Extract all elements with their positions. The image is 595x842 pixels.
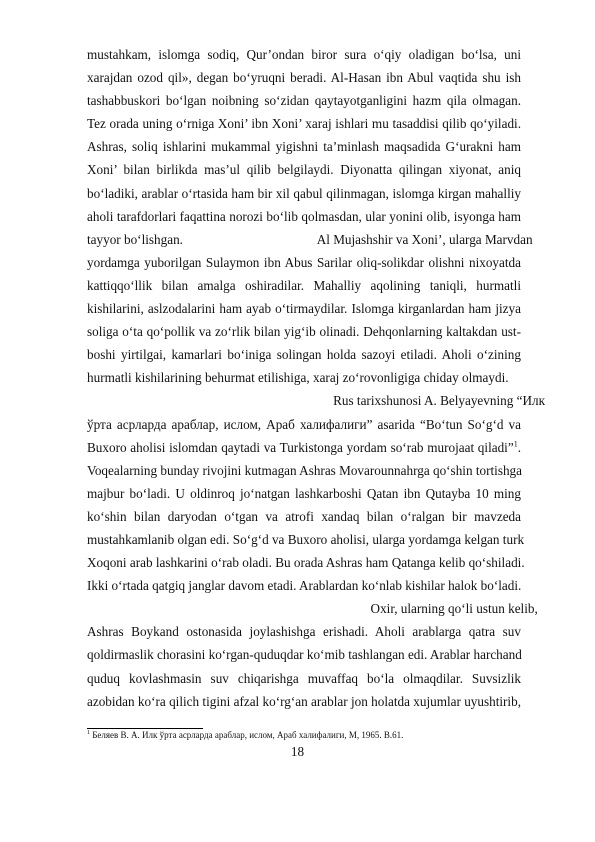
footnote-reference: 1 — [513, 439, 518, 449]
line-text: aholi tarafdorlari faqattina norozi bo‘lib qolmasdan, ular yonini olib, isyonga ham — [87, 208, 521, 224]
line-text: qoldirmaslik chorasini ko‘rgan-quduqdar ko‘mib tashlangan edi. Arablar harchand — [87, 647, 522, 663]
text-line — [87, 459, 521, 482]
line-text: tashabbuskori bo‘lgan noibning so‘zidan qaytayotganligini hazm qila olmagan. — [87, 93, 521, 109]
text-line — [87, 389, 545, 412]
text-line — [87, 620, 521, 643]
line-text: boshi yirtilgai, kamarlari bo‘iniga solingan holda sazoyi etiladi. Aholi o‘zining — [87, 347, 521, 363]
text-line — [87, 112, 521, 135]
text-line — [87, 436, 521, 459]
line-text: ўрта асрларда араблар, ислом, Араб халифалиги” asarida “Bo‘tun So‘g‘d va — [87, 416, 521, 432]
line-text: yordamga yuborilgan Sulaymon ibn Abus Sarilar oliq-solikdar olishni nixoyatda — [87, 254, 521, 270]
line-text: Voqealarning bunday rivojini kutmagan Ashras Movarounnahrga qo‘shin tortishga — [87, 462, 522, 478]
line-text — [87, 232, 533, 247]
line-text: Xoni’ bilan birlikda mas’ul qilib belgilaydi. Diyonatta qilingan xiyonat, aniq — [87, 162, 521, 178]
text-line — [87, 505, 521, 528]
text-line — [87, 643, 521, 666]
line-text: Tez orada uning o‘rniga Xoni’ ibn Xoni’ xaraj ishlari mu tasaddisi qilib qo‘yiladi. — [87, 116, 521, 132]
line-text: ko‘shin bilan daryodan o‘tgan va atrofi xandaq bilan o‘ralgan bir mavzeda — [87, 508, 521, 524]
text-line — [87, 597, 538, 620]
text-line — [87, 251, 521, 274]
line-text: Xoqoni arab lashkarini o‘rab oladi. Bu orada Ashras ham Qatanga kelib qo‘shiladi. — [87, 555, 525, 571]
line-text: Buxoro aholisi islomdan qaytadi va Turkistonga yordam so‘rab murojaat qiladi” — [87, 439, 514, 455]
text-line — [87, 413, 521, 436]
line-text: Ashras Boykand ostonasida joylashishga erishadi. Aholi arablarga qatra suv — [87, 624, 521, 640]
text-line — [87, 43, 521, 66]
text-line — [87, 320, 521, 343]
line-text: hurmatli kishilarining behurmat etilishiga, xaraj zo‘rovonligiga chiday olmaydi. — [87, 370, 509, 386]
text-line — [87, 158, 521, 181]
line-text: soliga o‘ta qo‘pollik va zo‘rlik bilan yig‘ib olinadi. Dehqonlarning kaltakdan ust- — [87, 324, 521, 340]
text-line — [87, 551, 525, 574]
footnote-divider — [87, 728, 203, 729]
footnote — [87, 730, 521, 741]
line-text: Ashras, soliq ishlarini mukammal yigishni ta’minlash maqsadida G‘urakni ham — [87, 139, 521, 155]
text-line — [87, 135, 521, 158]
line-text: majbur bo‘ladi. U oldinroq jo‘natgan lashkarboshi Qatan ibn Qutayba 10 ming — [87, 485, 521, 501]
text-line — [87, 297, 521, 320]
line-text: kattiqqo‘llik bilan amalga oshiradilar. Mahalliy aqolining taniqli, hurmatli — [87, 277, 521, 293]
line-text: kishilarini, aslzodalarini ham ayab o‘tirmaydilar. Islomga kirganlardan ham jizya — [87, 301, 521, 317]
line-text: quduq kovlashmasin suv chiqarishga muvaffaq bo‘la olmaqdilar. Suvsizlik — [87, 670, 521, 686]
body-text — [87, 43, 545, 713]
text-line — [87, 366, 521, 389]
line-text: bo‘ladiki, arablar o‘rtasida ham bir xil qabul qilinmagan, islomga kirgan mahalliy — [87, 185, 521, 201]
line-text: Rus tarixshunosi A. Belyayevning “Илк — [333, 393, 545, 409]
line-text: Ikki o‘rtada qatgiq janglar davom etadi. Arablardan ko‘nlab kishilar halok bo‘ladi. — [87, 578, 522, 594]
text-line — [87, 89, 521, 112]
text-line — [87, 528, 525, 551]
line-text: Oxir, ularning qo‘li ustun kelib, — [370, 601, 538, 617]
line-segment: tayyor bo‘lishgan. — [87, 231, 183, 247]
text-line — [87, 482, 521, 505]
footnote-text: Беляев В. А. Илк ўрта асрларда араблар, ислом, Араб халифалиги, М, 1965. B.61. — [90, 730, 404, 740]
text-line — [87, 205, 521, 228]
line-text: mustahkam, islomga sodiq, Qur’ondan biror sura o‘qiy oladigan bo‘lsa, uni — [87, 47, 521, 62]
text-line — [87, 66, 521, 89]
text-line — [87, 228, 533, 251]
line-tail: . — [517, 439, 521, 455]
line-text: xarajdan ozod qil», degan bo‘yruqni beradi. Al-Hasan ibn Abul vaqtida shu ish — [87, 70, 521, 86]
text-line — [87, 182, 521, 205]
line-text: azobidan ko‘ra qilich tigini afzal ko‘rg‘an arablar jon holatda xujumlar uyushtirib, — [87, 693, 521, 709]
line-segment: Al Mujashshir va Xoni’, ularga Marvdan — [316, 231, 533, 247]
text-line — [87, 574, 521, 597]
text-line — [87, 274, 521, 297]
line-text: mustahkamlanib olgan edi. So‘g‘d va Buxoro aholisi, ularga yordamga kelgan turk — [87, 531, 525, 547]
text-line — [87, 343, 521, 366]
text-line — [87, 667, 521, 690]
footnote-marker: 1 — [87, 730, 90, 736]
text-line — [87, 690, 521, 713]
page-number: 18 — [290, 744, 305, 759]
